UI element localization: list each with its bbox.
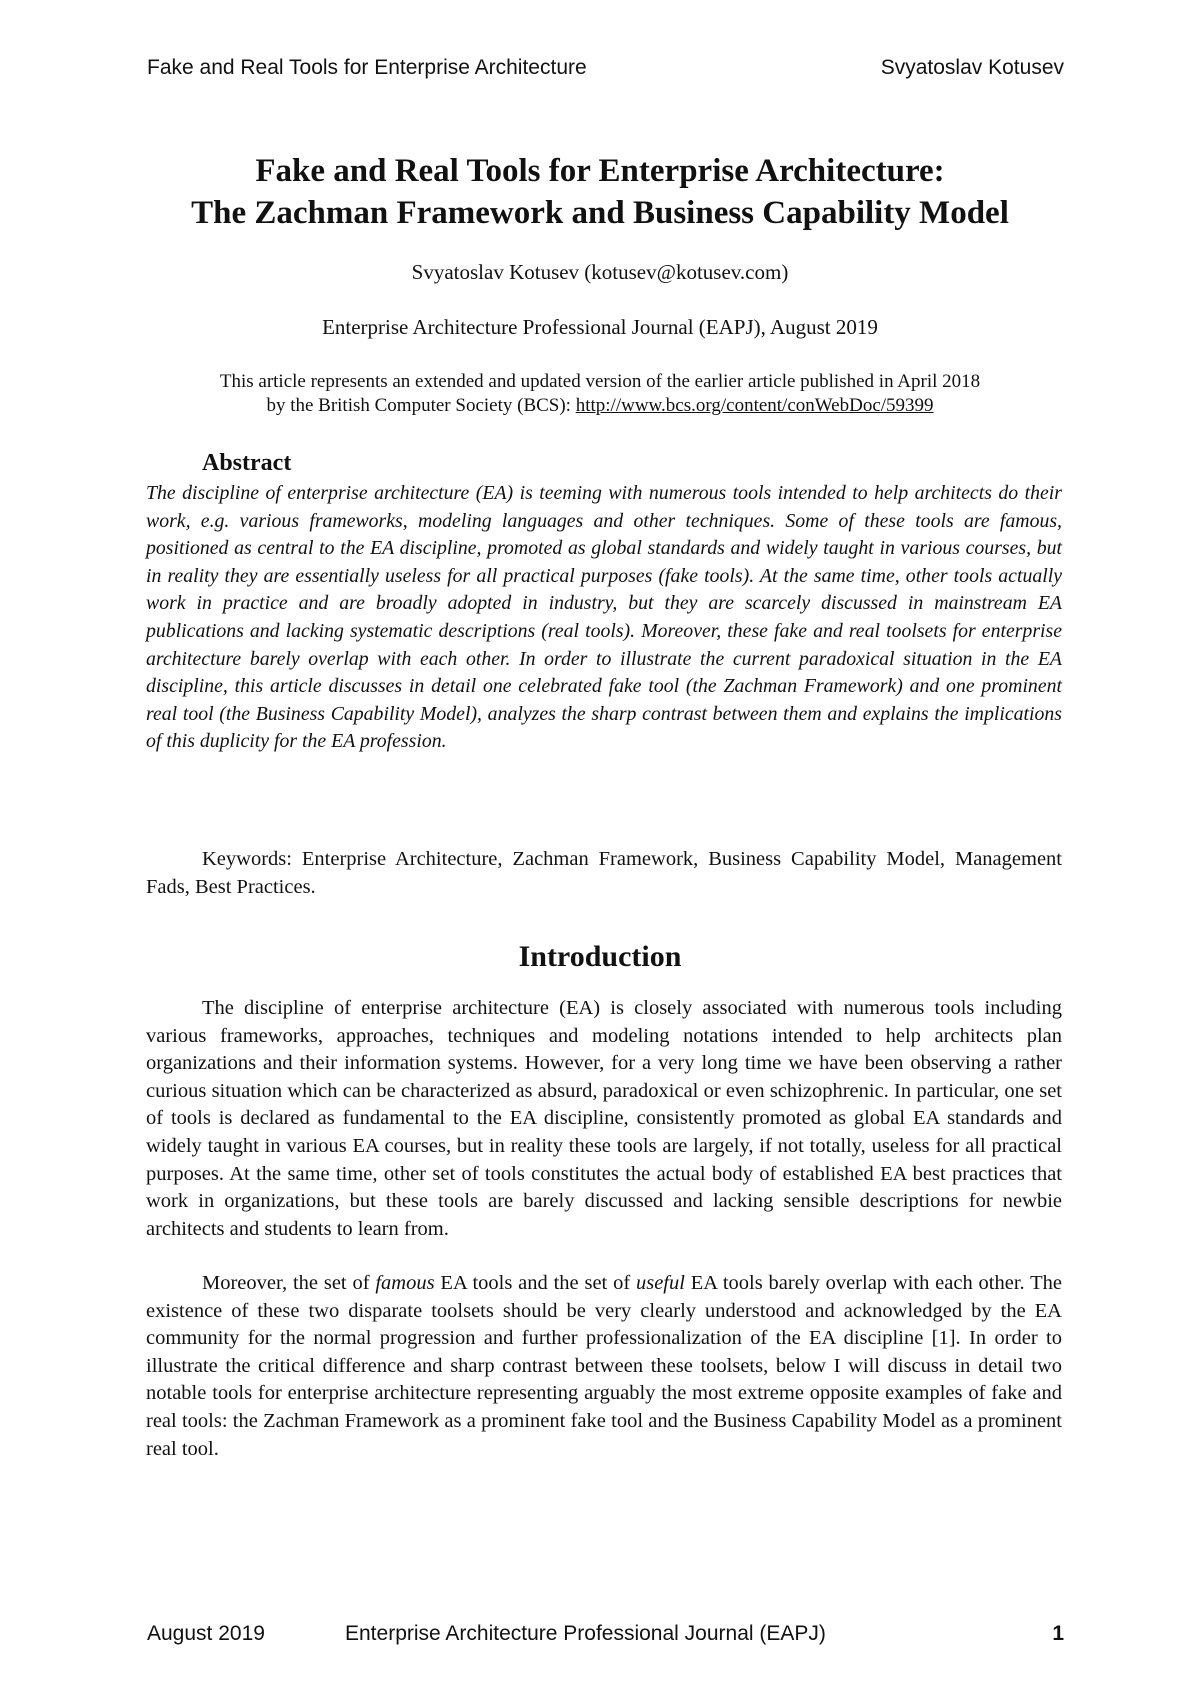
- para2-text-3: EA tools barely overlap with each other. The existence of these two disparate toolsets should be very clearly understood and acknowledged by the EA community for the normal progression and further professionalization of the EA discipline [1]. In order to illustrate the critical difference and sharp contrast between these toolsets, below I will discuss in detail two notable tools for enterprise architecture representing arguably the most extreme opposite examples of fake and real tools: the Zachman Framework as a prominent fake tool and the Business Capability Model as a prominent real tool.: [146, 1272, 1062, 1460]
- publication-note: [120, 370, 1080, 418]
- title-line-1: Fake and Real Tools for Enterprise Architecture:: [255, 153, 945, 189]
- footer-journal: Enterprise Architecture Professional Journal (EAPJ): [345, 1622, 826, 1645]
- title-line-2: The Zachman Framework and Business Capability Model: [191, 195, 1009, 231]
- author-line: Svyatoslav Kotusev (kotusev@kotusev.com): [411, 260, 789, 284]
- keywords: Keywords: Enterprise Architecture, Zachman Framework, Business Capability Model, Management Fads, Best Practices.: [146, 848, 1062, 898]
- note-line-1: This article represents an extended and updated version of the earlier article published in April 2018: [219, 371, 981, 392]
- abstract-heading: Abstract: [202, 450, 292, 476]
- bcs-link[interactable]: http://www.bcs.org/content/conWebDoc/59399: [575, 395, 934, 416]
- emphasis-famous: famous: [375, 1272, 435, 1294]
- footer-date: August 2019: [147, 1622, 265, 1645]
- para2-text-2: EA tools and the set of: [434, 1272, 636, 1294]
- note-line-2-text: by the British Computer Society (BCS):: [266, 395, 576, 416]
- introduction-heading: Introduction: [518, 940, 682, 973]
- para2-text-1: Moreover, the set of: [202, 1272, 376, 1294]
- note-line-2: [120, 394, 1080, 418]
- page-number: 1: [1052, 1622, 1064, 1645]
- abstract-text: The discipline of enterprise architecture (EA) is teeming with numerous tools intended to help architects do their work, e.g. various frameworks, modeling languages and other techniques. Some of these tools are famous, positioned as central to the EA discipline, promoted as global standards and widely taught in various courses, but in reality they are essentially useless for all practical purposes (fake tools). At the same time, other tools actually work in practice and are broadly adopted in industry, but they are scarcely discussed in mainstream EA publications and lacking systematic descriptions (real tools). Moreover, these fake and real toolsets for enterprise architecture barely overlap with each other. In order to illustrate the current paradoxical situation in the EA discipline, this article discusses in detail one celebrated fake tool (the Zachman Framework) and one prominent real tool (the Business Capability Model), analyzes the sharp contrast between them and explains the implications of this duplicity for the EA profession.: [146, 482, 1062, 753]
- introduction-paragraph-2: [146, 1270, 1062, 1463]
- running-title: Fake and Real Tools for Enterprise Architecture: [147, 56, 587, 79]
- page-footer: [147, 1622, 1064, 1652]
- running-author: Svyatoslav Kotusev: [880, 56, 1064, 79]
- paper-title: [80, 150, 1120, 234]
- page-header: [147, 56, 1064, 86]
- introduction-paragraph-1: The discipline of enterprise architecture (EA) is closely associated with numerous tools including various frameworks, approaches, techniques and modeling notations intended to help architects plan organizations and their information systems. However, for a very long time we have been observing a rather curious situation which can be characterized as absurd, paradoxical or even schizophrenic. In particular, one set of tools is declared as fundamental to the EA discipline, consistently promoted as global EA standards and widely taught in various EA courses, but in reality these tools are largely, if not totally, useless for all practical purposes. At the same time, other set of tools constitutes the actual body of established EA best practices that work in organizations, but these tools are barely discussed and lacking sensible descriptions for newbie architects and students to learn from.: [146, 997, 1062, 1240]
- emphasis-useful: useful: [635, 1272, 685, 1294]
- journal-line: Enterprise Architecture Professional Journal (EAPJ), August 2019: [322, 315, 878, 339]
